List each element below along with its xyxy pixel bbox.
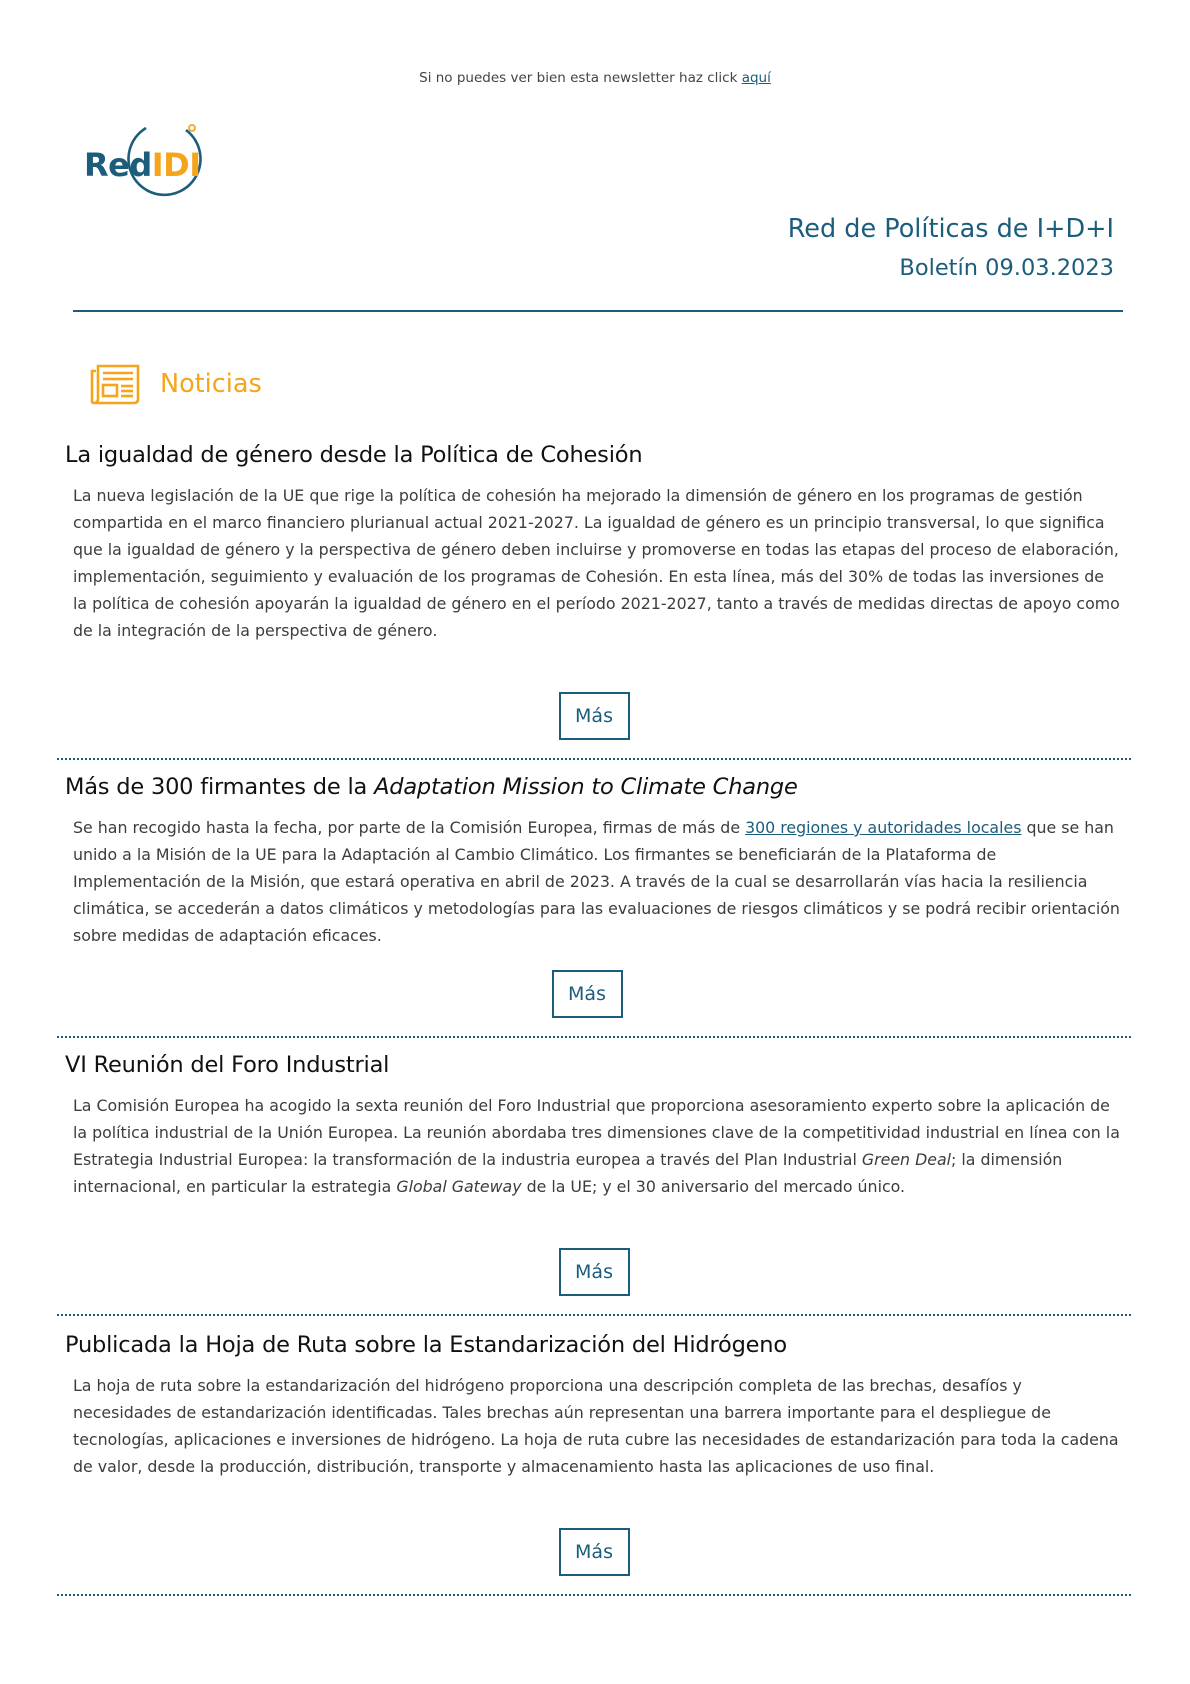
view-online-note [0, 70, 1190, 86]
section-heading [90, 362, 262, 406]
newsletter-date: Boletín 09.03.2023 [899, 255, 1114, 281]
article-body-text: La Comisión Europea ha acogido la sexta reunión del Foro Industrial que proporciona asesoramiento experto sobre la aplicación de la política industrial de la Unión Europea. La reunión abordaba tres dimensiones clave de la competitividad industrial en línea con la Estrategia Industrial Europea: la transformación de la industria europea a través del Plan Industrial [73, 1096, 1120, 1169]
article-title-italic: Adaptation Mission to Climate Change [374, 774, 798, 800]
article-body-text: de la UE; y el 30 aniversario del mercado único. [521, 1177, 906, 1196]
article-body-text: que se han unido a la Misión de la UE para la Adaptación al Cambio Climático. Los firmantes se beneficiarán de la Plataforma de Implementación de la Misión, que estará operativa en abril de 2023. A través de la cual se desarrollarán vías hacia la resiliencia climática, se accederán a datos climáticos y metodologías para las evaluaciones de riesgos climáticos y se podrá recibir orientación sobre medidas de adaptación eficaces. [73, 818, 1120, 945]
article-4 [57, 1332, 1131, 1563]
article-title: La igualdad de género desde la Política de Cohesión [65, 442, 643, 468]
view-online-text: Si no puedes ver bien esta newsletter haz click [419, 70, 742, 86]
article-separator [57, 1036, 1131, 1038]
article-2 [57, 774, 1131, 1005]
logo-red: Red [84, 146, 152, 184]
article-body: La nueva legislación de la UE que rige la política de cohesión ha mejorado la dimensión de género en los programas de gestión compartida en el marco financiero plurianual actual 2021-2027. La igualdad de género es un principio transversal, lo que significa que la igualdad de género y la perspectiva de género deben incluirse y promoverse en todas las etapas del proceso de elaboración, implementación, seguimiento y evaluación de los programas de Cohesión. En esta línea, más del 30% de todas las inversiones de la política de cohesión apoyarán la igualdad de género en el período 2021-2027, tanto a través de medidas directas de apoyo como de la integración de la perspectiva de género. [73, 486, 1120, 640]
section-label: Noticias [160, 369, 262, 399]
article-body [57, 814, 1131, 949]
regions-link[interactable]: 300 regiones y autoridades locales [745, 818, 1022, 837]
article-3 [57, 1052, 1131, 1283]
article-body-italic: Global Gateway [396, 1177, 522, 1196]
view-online-link[interactable]: aquí [741, 70, 771, 86]
logo-wordmark [84, 146, 201, 184]
article-separator [57, 1594, 1131, 1596]
more-button[interactable]: Más [559, 692, 630, 740]
redidi-logo [80, 118, 240, 208]
article-title [57, 774, 1131, 800]
article-body: La hoja de ruta sobre la estandarización del hidrógeno proporciona una descripción completa de las brechas, desafíos y necesidades de estandarización identificadas. Tales brechas aún representan una barrera importante para el despliegue de tecnologías, aplicaciones e inversiones de hidrógeno. La hoja de ruta cubre las necesidades de estandarización para toda la cadena de valor, desde la producción, distribución, transporte y almacenamiento hasta las aplicaciones de uso final. [73, 1376, 1119, 1476]
more-button[interactable]: Más [552, 970, 623, 1018]
article-separator [57, 758, 1131, 760]
article-title: Publicada la Hoja de Ruta sobre la Estandarización del Hidrógeno [65, 1332, 787, 1358]
newspaper-icon [90, 363, 140, 405]
article-title-plain: Más de 300 firmantes de la [65, 774, 375, 800]
header-divider [73, 310, 1123, 312]
article-1 [57, 442, 1131, 727]
article-separator [57, 1314, 1131, 1316]
article-title: VI Reunión del Foro Industrial [65, 1052, 390, 1078]
article-body [57, 1092, 1131, 1200]
logo-idi: IDI [151, 146, 201, 184]
more-button[interactable]: Más [559, 1528, 630, 1576]
more-button[interactable]: Más [559, 1248, 630, 1296]
article-body-italic: Green Deal [861, 1150, 952, 1169]
article-body-text: ; la dimensión internacional, en particular la estrategia [73, 1150, 1063, 1196]
newsletter-title: Red de Políticas de I+D+I [787, 214, 1114, 244]
article-body-text: Se han recogido hasta la fecha, por parte de la Comisión Europea, firmas de más de [73, 818, 746, 837]
